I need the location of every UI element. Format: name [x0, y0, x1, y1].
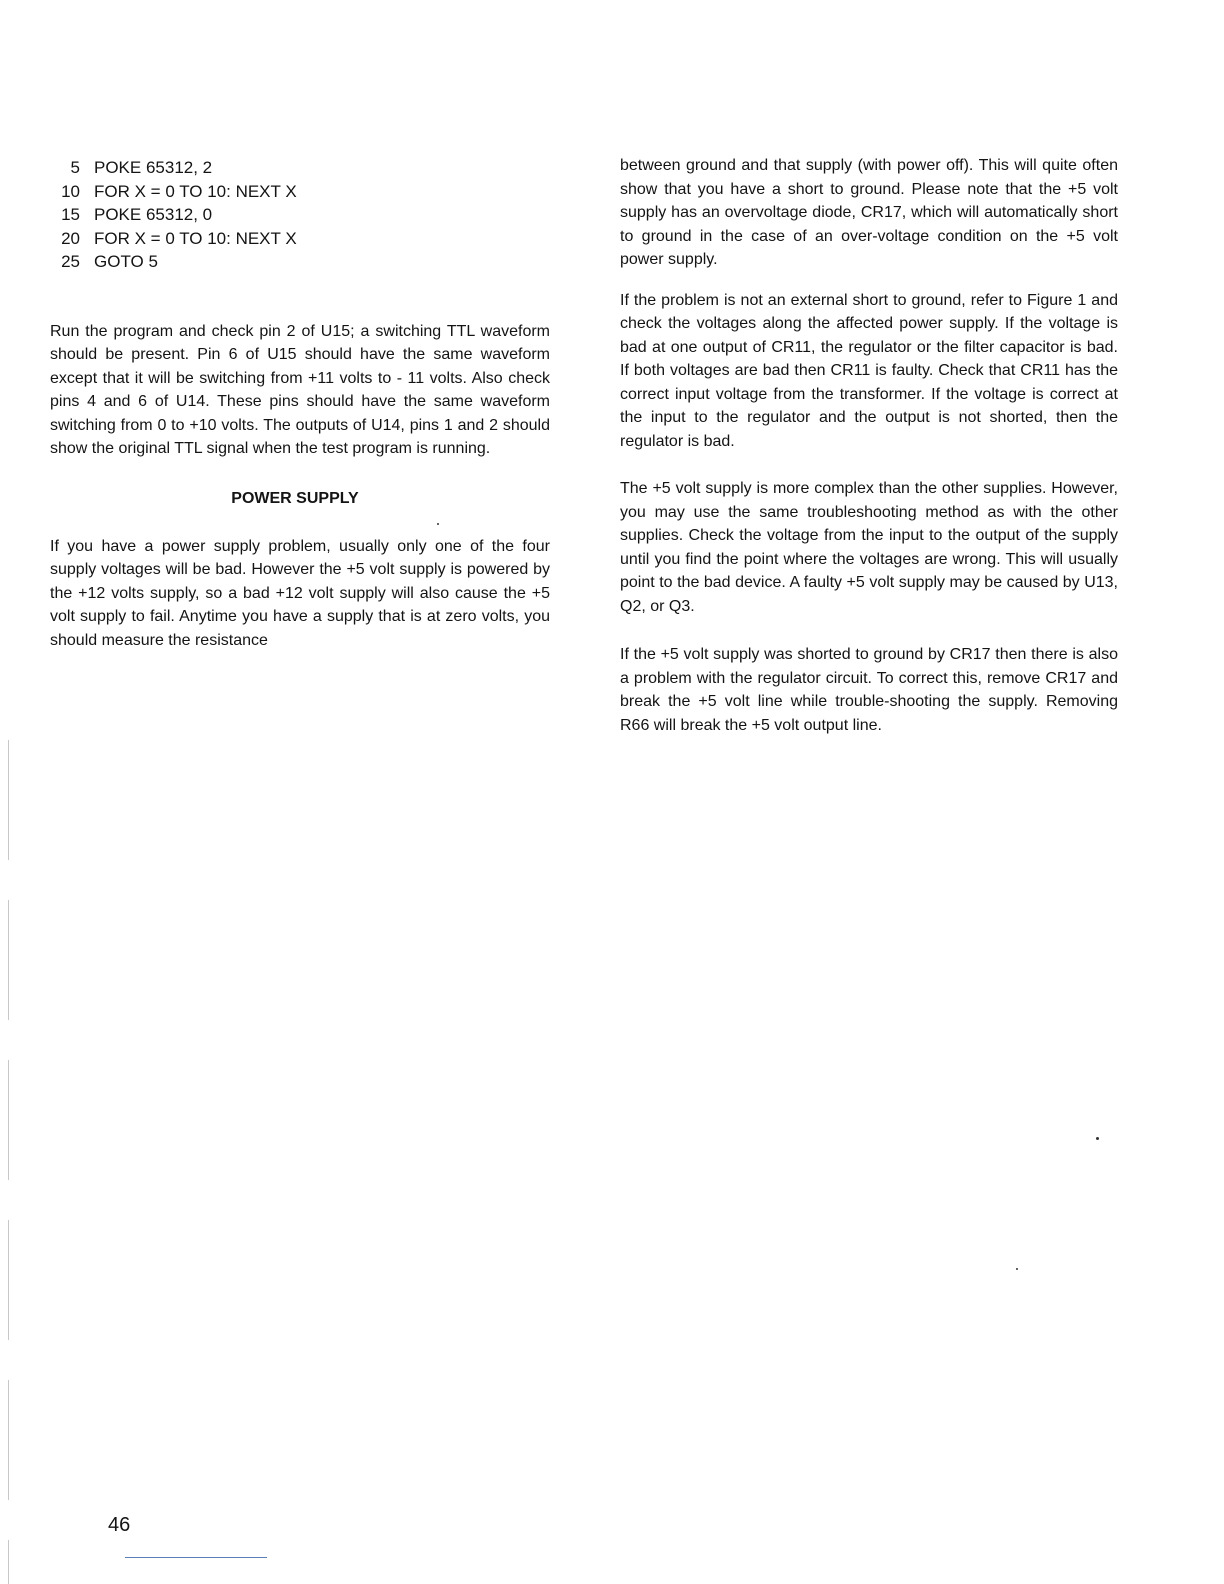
program-line — [50, 250, 550, 274]
program-line — [50, 227, 550, 251]
program-line-number: 25 — [61, 252, 80, 271]
program-line-code: GOTO 5 — [94, 252, 158, 271]
program-line-number: 20 — [61, 228, 80, 248]
page-number: 46 — [108, 1514, 131, 1536]
program-line-code: FOR X = 0 TO 10: NEXT X — [94, 228, 297, 248]
scan-speck — [1096, 1137, 1099, 1140]
program-line — [50, 156, 550, 180]
body-paragraph: between ground and that supply (with power off). This will quite often show that you have a short to ground. Please note that the +5 volt supply has an overvoltage diode, CR17, which will automatically short to ground in the case of an over-voltage condition on the +5 volt power supply. — [620, 157, 1118, 268]
section-heading-power-supply: POWER SUPPLY — [231, 489, 359, 507]
scan-speck — [437, 523, 439, 525]
program-line — [50, 203, 550, 227]
program-line-code: POKE 65312, 2 — [94, 158, 213, 177]
body-paragraph: If you have a power supply problem, usually only one of the four supply voltages will be bad. However the +5 volt supply is powered by the +12 volts supply, so a bad +12 volt supply will also cause the +5 volt supply to fail. Anytime you have a supply that is at zero volts, you should measure the resistance — [50, 537, 550, 649]
scan-edge-artifact — [8, 740, 9, 1584]
right-column — [620, 150, 1118, 737]
basic-program-listing — [50, 156, 550, 274]
left-column — [50, 150, 550, 652]
body-paragraph: The +5 volt supply is more complex than the other supplies. However, you may use the same troubleshooting method as with the other supplies. Check the voltage from the input to the output of the supply until you find the point where the voltages are wrong. This will usually point to the bad device. A faulty +5 volt supply may be caused by U13, Q2, or Q3. — [620, 480, 1118, 615]
program-line-number: 15 — [61, 205, 80, 224]
body-paragraph: If the +5 volt supply was shorted to ground by CR17 then there is also a problem with the regulator circuit. To correct this, remove CR17 and break the +5 volt line while trouble-shooting the supply. Removing R66 will break the +5 volt output line. — [620, 646, 1118, 734]
program-line-code: POKE 65312, 0 — [94, 205, 213, 224]
program-line-number: 5 — [70, 158, 80, 177]
program-line-number: 10 — [61, 181, 80, 201]
program-line-code: FOR X = 0 TO 10: NEXT X — [94, 181, 297, 201]
body-paragraph: Run the program and check pin 2 of U15; a switching TTL waveform should be present. Pin 6 of U15 should have the same waveform except that it will be switching from +11 volts to - 11 volts. Also check pins 4 and 6 of U14. These pins should have the same waveform switching from 0 to +10 volts. The outputs of U14, pins 1 and 2 should show the original TTL signal when the test program is running. — [50, 322, 550, 457]
body-paragraph: If the problem is not an external short to ground, refer to Figure 1 and check the voltages along the affected power supply. If the voltage is bad at one output of CR11, the regulator or the filter capacitor is bad. If both voltages are bad then CR11 is faulty. Check that CR11 has the correct input voltage from the transformer. If the voltage is correct at the input to the regulator and the output is not shorted, then the regulator is bad. — [620, 291, 1118, 450]
scan-speck — [1016, 1268, 1018, 1270]
footer-rule — [125, 1557, 267, 1558]
program-line — [50, 180, 550, 204]
